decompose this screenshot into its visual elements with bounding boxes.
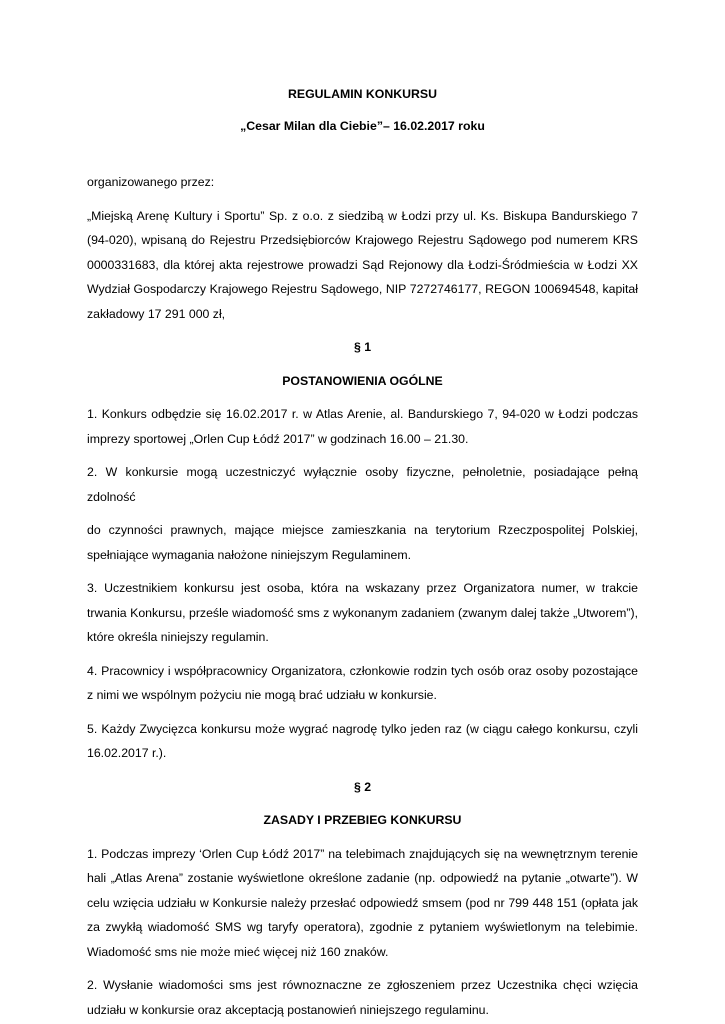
document-title: REGULAMIN KONKURSU (288, 87, 437, 101)
section-1-paragraph-4: 4. Pracownicy i współpracownicy Organizatora, członkowie rodzin tych osób oraz osoby pozostające z nimi we wspólnym pożyciu nie mogą brać udziału w konkursie. (87, 663, 638, 702)
section-1-number: § 1 (353, 340, 372, 354)
document-subtitle: „Cesar Milan dla Ciebie”– 16.02.2017 roku (240, 118, 485, 133)
section-1-paragraph-2a: 2. W konkursie mogą uczestniczyć wyłącznie osoby fizyczne, pełnoletnie, posiadające pełną zdolność (87, 465, 638, 504)
section-2-paragraph-2: 2. Wysłanie wiadomości sms jest równoznaczne ze zgłoszeniem przez Uczestnika chęci wzięcia udziału w konkursie oraz akceptacją postanowień niniejszego regulaminu. (87, 978, 638, 1017)
section-1-paragraph-3: 3. Uczestnikiem konkursu jest osoba, która na wskazany przez Organizatora numer, w trakcie trwania Konkursu, prześle wiadomość sms z wykonanym zadaniem (zwanym dalej także „Utworem”), które określa niniejszy regulamin. (87, 581, 638, 644)
organized-by-label: organizowanego przez: (87, 175, 215, 189)
section-2-paragraph-1: 1. Podczas imprezy ‘Orlen Cup Łódź 2017” na telebimach znajdujących się na wewnętrznym terenie hali „Atlas Arena” zostanie wyświetlone określone zadanie (np. odpowiedź na pytanie „otwarte”). W celu wzięcia udziału w Konkursie należy przesłać odpowiedź smsem (pod nr 799 448 151 (opłata jak za zwykłą wiadomość SMS wg taryfy operatora), zgodnie z pytaniem wyświetlonym na telebimie. Wiadomość sms nie może mieć więcej niż 160 znaków. (87, 846, 638, 959)
section-1-paragraph-2b: do czynności prawnych, mające miejsce zamieszkania na terytorium Rzeczpospolitej Polskiej, spełniające wymagania nałożone niniejszym Regulaminem. (87, 523, 638, 562)
section-2-number: § 2 (353, 779, 372, 794)
section-1-paragraph-1: 1. Konkurs odbędzie się 16.02.2017 r. w Atlas Arenie, al. Bandurskiego 7, 94-020 w Łodzi podczas imprezy sportowej „Orlen Cup Łódź 2017” w godzinach 16.00 – 21.30. (87, 407, 638, 446)
organizer-paragraph: „Miejską Arenę Kultury i Sportu” Sp. z o.o. z siedzibą w Łodzi przy ul. Ks. Biskupa Bandurskiego 7 (94-020), wpisaną do Rejestru Przedsiębiorców Krajowego Rejestru Sądowego pod numerem KRS 0000331683, dla której akta rejestrowe prowadzi Sąd Rejonowy dla Łodzi-Śródmieścia w Łodzi XX Wydział Gospodarczy Krajowego Rejestru Sądowego, NIP 7272746177, REGON 100694548, kapitał zakładowy 17 291 000 zł, (87, 208, 638, 321)
section-1-paragraph-5: 5. Każdy Zwycięzca konkursu może wygrać nagrodę tylko jeden raz (w ciągu całego konkursu, czyli 16.02.2017 r.). (87, 721, 638, 760)
section-1-heading: POSTANOWIENIA OGÓLNE (282, 373, 443, 388)
section-2-heading: ZASADY I PRZEBIEG KONKURSU (263, 813, 462, 827)
